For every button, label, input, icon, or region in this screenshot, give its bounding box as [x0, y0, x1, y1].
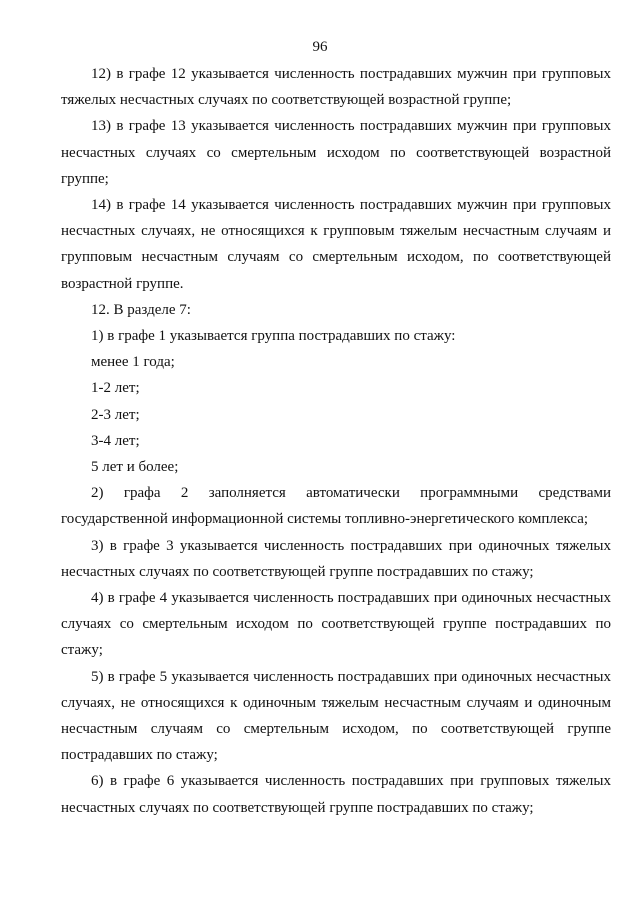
text-line: 14) в графе 14 указывается численность пострадавших мужчин при групповых	[91, 197, 611, 214]
paragraph	[61, 664, 611, 769]
text-line: возрастной группе.	[61, 275, 184, 292]
paragraph	[61, 454, 611, 480]
text-line: 12. В разделе 7:	[91, 301, 191, 318]
text-line: несчастных случаях, не относящихся к групповым тяжелым несчастным случаям и	[61, 223, 611, 240]
paragraph	[61, 428, 611, 454]
text-line: пострадавших по стажу;	[61, 747, 218, 764]
text-line: 5 лет и более;	[91, 459, 179, 476]
paragraph	[61, 533, 611, 585]
text-line: государственной информационной системы топливно-энергетического комплекса;	[61, 511, 589, 528]
text-line: несчастных случаях по соответствующей группе пострадавших по стажу;	[61, 799, 534, 816]
paragraph	[61, 480, 611, 532]
text-line: 2) графа 2 заполняется автоматически программными средствами	[91, 485, 611, 502]
text-line: 4) в графе 4 указывается численность пострадавших при одиночных несчастных	[91, 590, 611, 607]
text-line: случаях со смертельным исходом по соответствующей группе пострадавших по	[61, 616, 611, 633]
paragraph	[61, 61, 611, 113]
text-line: 6) в графе 6 указывается численность пострадавших при групповых тяжелых	[91, 773, 611, 790]
text-line: 1-2 лет;	[91, 380, 140, 397]
text-line: менее 1 года;	[91, 354, 175, 371]
page-number: 96	[312, 39, 328, 55]
text-line: 3-4 лет;	[91, 432, 140, 449]
paragraph	[61, 349, 611, 375]
text-line: несчастных случаях со смертельным исходом по соответствующей возрастной	[61, 144, 611, 161]
text-line: тяжелых несчастных случаях по соответствующей возрастной группе;	[61, 92, 512, 109]
paragraph	[61, 192, 611, 297]
text-line: несчастным случаям со смертельным исходом, по соответствующей группе	[61, 721, 611, 738]
text-line: групповым несчастным случаям со смертельным исходом, по соответствующей	[61, 249, 611, 266]
text-line: 1) в графе 1 указывается группа пострадавших по стажу:	[91, 328, 456, 345]
text-line: 13) в графе 13 указывается численность пострадавших мужчин при групповых	[91, 118, 611, 135]
paragraph	[61, 297, 611, 323]
paragraph	[61, 375, 611, 401]
text-line: несчастных случаях по соответствующей группе пострадавших по стажу;	[61, 563, 534, 580]
paragraph	[61, 768, 611, 820]
text-line: стажу;	[61, 642, 103, 659]
paragraph	[61, 323, 611, 349]
document-body	[61, 61, 611, 821]
text-line: 5) в графе 5 указывается численность пострадавших при одиночных несчастных	[91, 668, 611, 685]
text-line: группе;	[61, 170, 109, 187]
text-line: 3) в графе 3 указывается численность пострадавших при одиночных тяжелых	[91, 537, 611, 554]
text-line: 12) в графе 12 указывается численность пострадавших мужчин при групповых	[91, 66, 611, 82]
text-line: случаях, не относящихся к одиночным тяжелым несчастным случаям и одиночным	[61, 694, 611, 711]
paragraph	[61, 585, 611, 664]
paragraph	[61, 402, 611, 428]
paragraph	[61, 113, 611, 192]
text-line: 2-3 лет;	[91, 406, 140, 423]
